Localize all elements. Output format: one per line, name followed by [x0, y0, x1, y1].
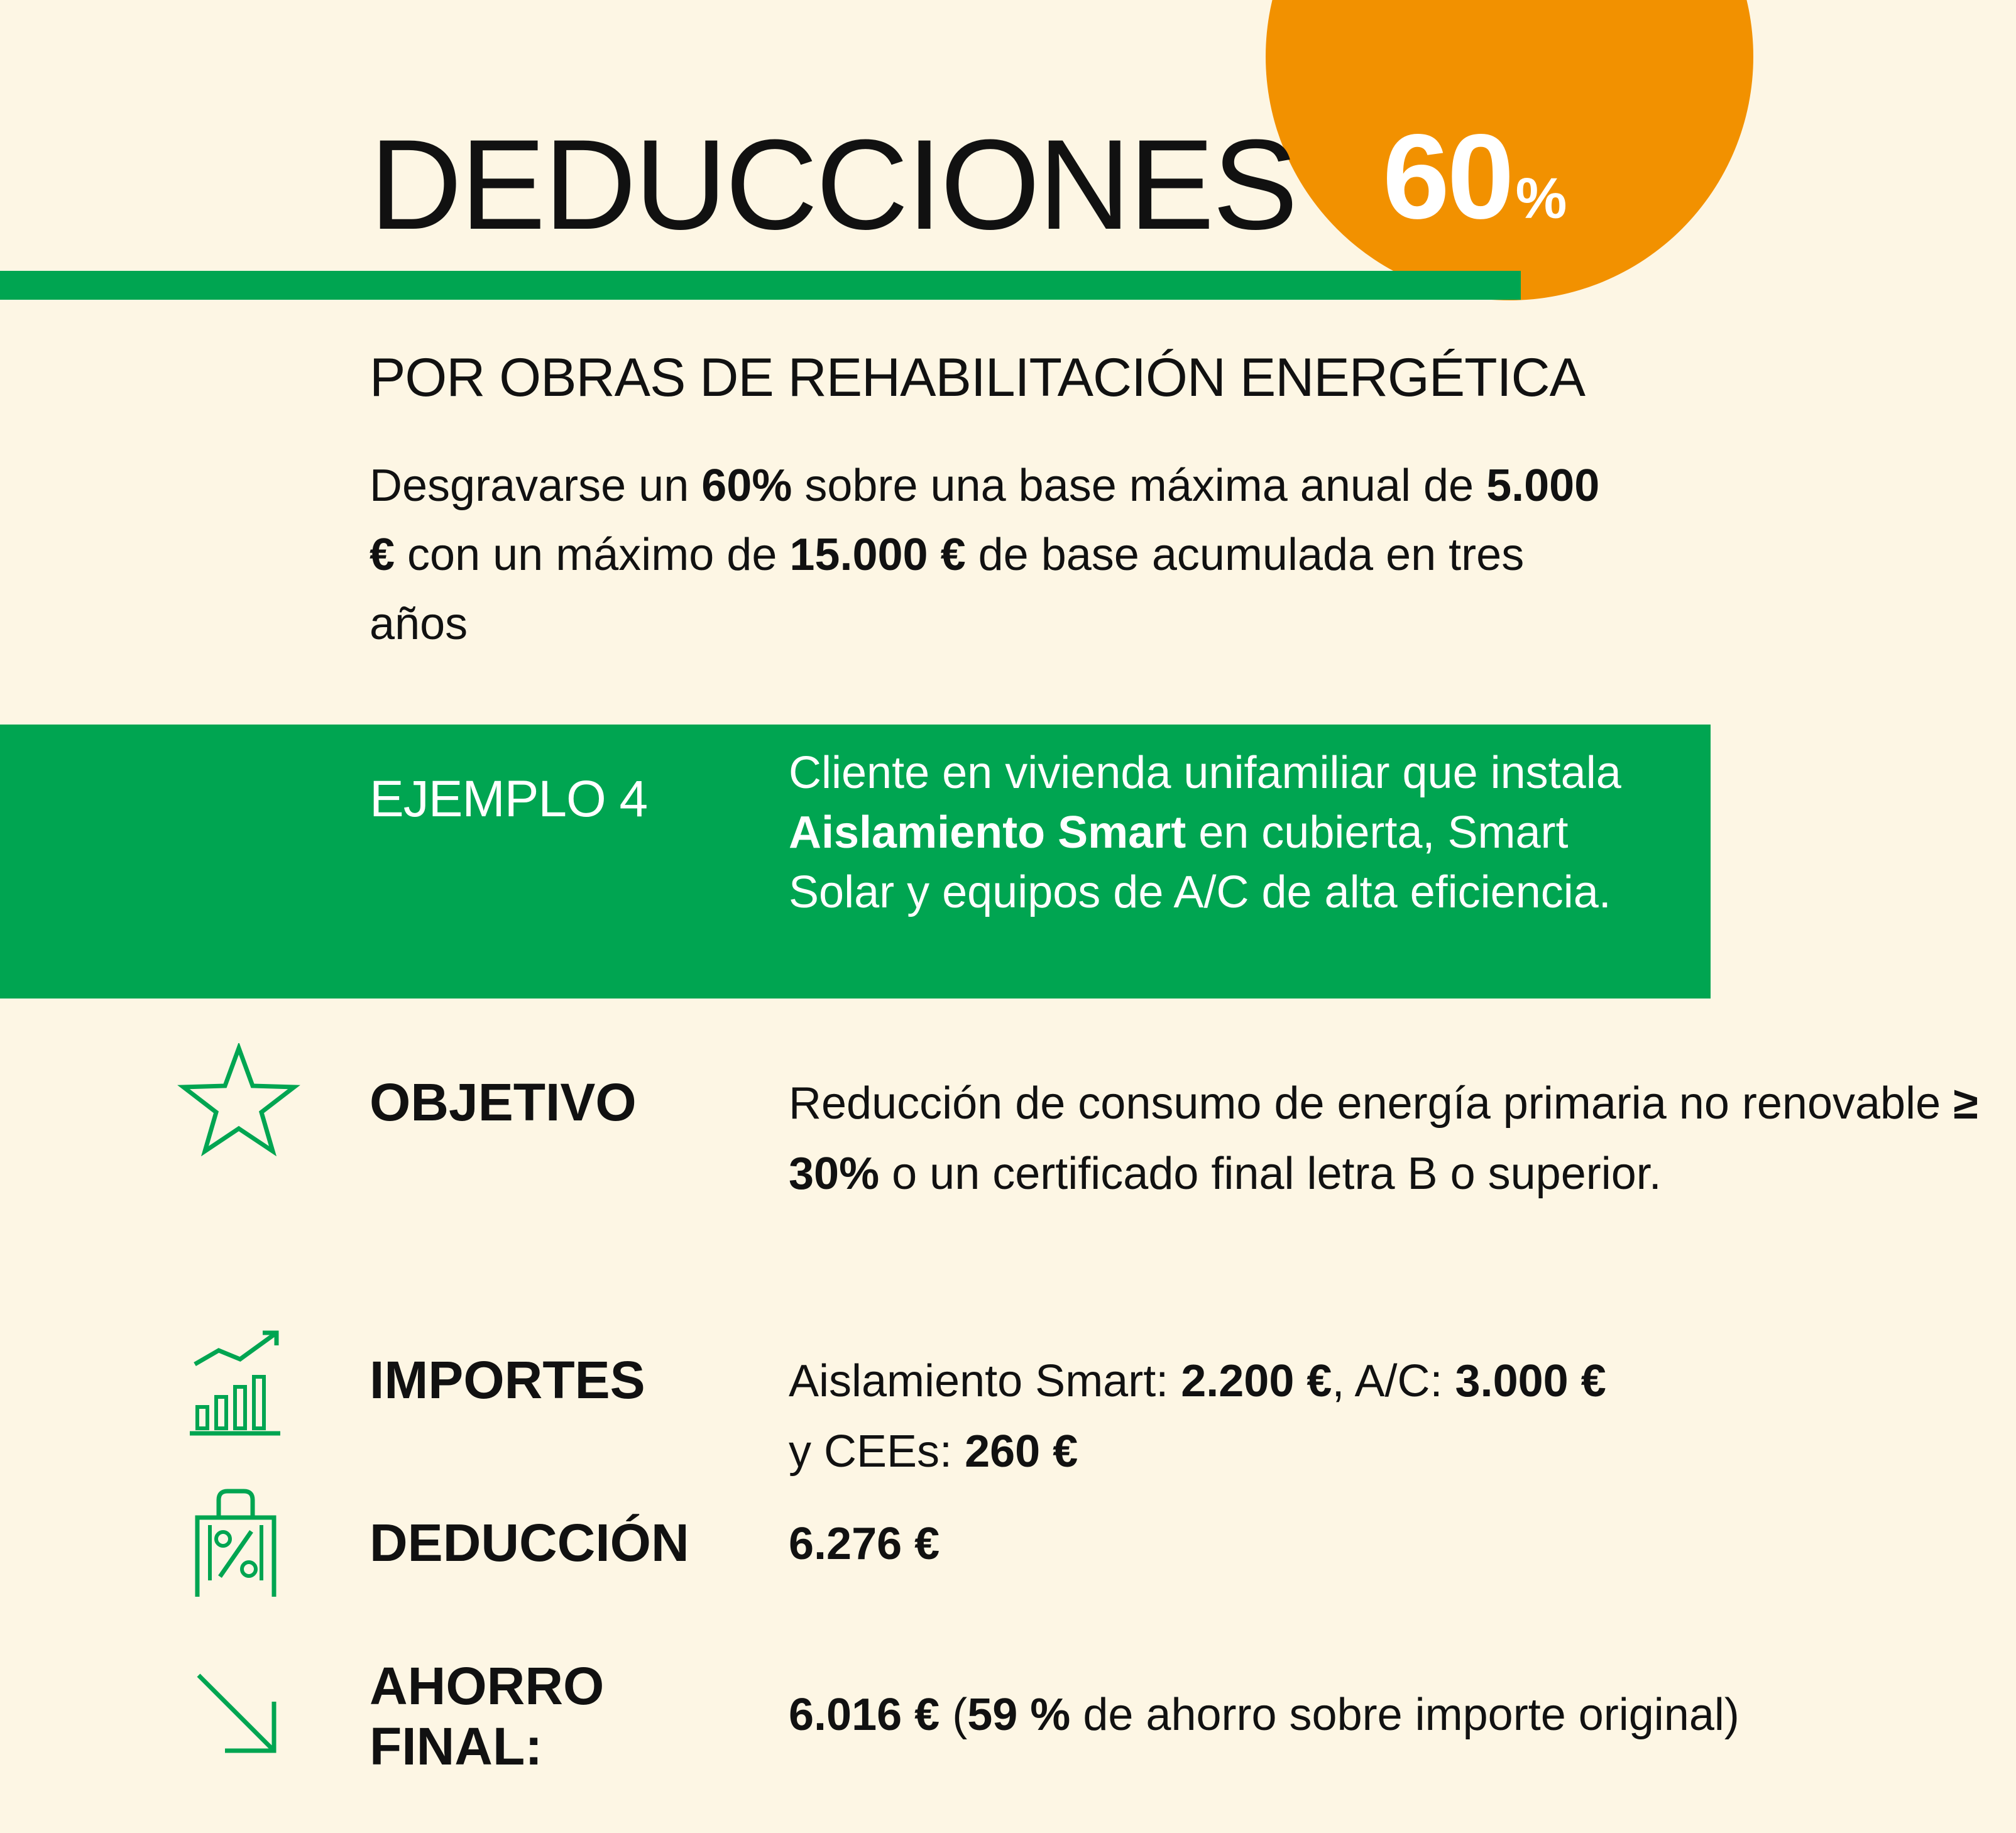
badge-number: 60 [1383, 109, 1512, 244]
page-subtitle: POR OBRAS DE REHABILITACIÓN ENERGÉTICA [370, 347, 1585, 408]
example-text-2: en cubierta, Smart Solar y equipos de A/C de alta eficiencia. [789, 807, 1611, 917]
importes-bold-2: 3.000 € [1455, 1356, 1606, 1406]
value-objetivo [789, 1068, 1983, 1209]
ahorro-text-1: ( [940, 1690, 968, 1740]
label-ahorro-line1: AHORRO [370, 1656, 605, 1715]
importes-text-3: y CEEs: [789, 1426, 965, 1477]
intro-bold-2: 5.000 € [370, 461, 1600, 580]
ahorro-bold-2: 59 % [967, 1690, 1071, 1740]
importes-bold-1: 2.200 € [1181, 1356, 1332, 1406]
objetivo-bold-1: ≥ 30% [789, 1078, 1978, 1199]
objetivo-text-1: Reducción de consumo de energía primaria no renovable [789, 1078, 1954, 1129]
intro-text-1: Desgravarse un [370, 461, 702, 511]
importes-text-1: Aislamiento Smart: [789, 1356, 1181, 1406]
intro-bold-1: 60% [701, 461, 792, 511]
percent-bag-icon [189, 1486, 283, 1599]
badge-suffix: % [1515, 167, 1567, 231]
growth-chart-icon [189, 1327, 283, 1437]
percentage-badge [1383, 109, 1567, 244]
intro-text-4: de base acumulada en tres años [370, 530, 1525, 649]
example-banner [0, 725, 1711, 999]
label-deduccion: DEDUCCIÓN [370, 1513, 689, 1572]
label-ahorro-final [370, 1656, 604, 1776]
deduccion-bold-1: 6.276 € [789, 1519, 940, 1569]
importes-text-2: , A/C: [1332, 1356, 1455, 1406]
example-text-1: Cliente en vivienda unifamiliar que instala [789, 748, 1621, 798]
arrow-down-right-icon [189, 1665, 283, 1759]
intro-paragraph [370, 451, 1626, 659]
value-ahorro-final [789, 1680, 1983, 1750]
intro-text-2: sobre una base máxima anual de [792, 461, 1487, 511]
label-objetivo: OBJETIVO [370, 1073, 637, 1132]
example-bold-1: Aislamiento Smart [789, 807, 1186, 858]
label-ahorro-line2: FINAL: [370, 1717, 543, 1776]
example-description [789, 743, 1668, 922]
value-importes [789, 1346, 1983, 1487]
importes-bold-3: 260 € [965, 1426, 1078, 1477]
label-importes: IMPORTES [370, 1350, 645, 1409]
title-underline-bar [0, 271, 1521, 300]
objetivo-text-2: o un certificado final letra B o superior. [879, 1149, 1662, 1199]
intro-bold-3: 15.000 € [789, 530, 966, 580]
page-title: DEDUCCIONES [370, 113, 1296, 256]
ahorro-text-2: de ahorro sobre importe original) [1070, 1690, 1739, 1740]
ahorro-bold-1: 6.016 € [789, 1690, 940, 1740]
star-icon [177, 1043, 300, 1156]
value-deduccion [789, 1509, 1983, 1579]
intro-text-3: con un máximo de [395, 530, 790, 580]
example-label: EJEMPLO 4 [370, 770, 648, 828]
